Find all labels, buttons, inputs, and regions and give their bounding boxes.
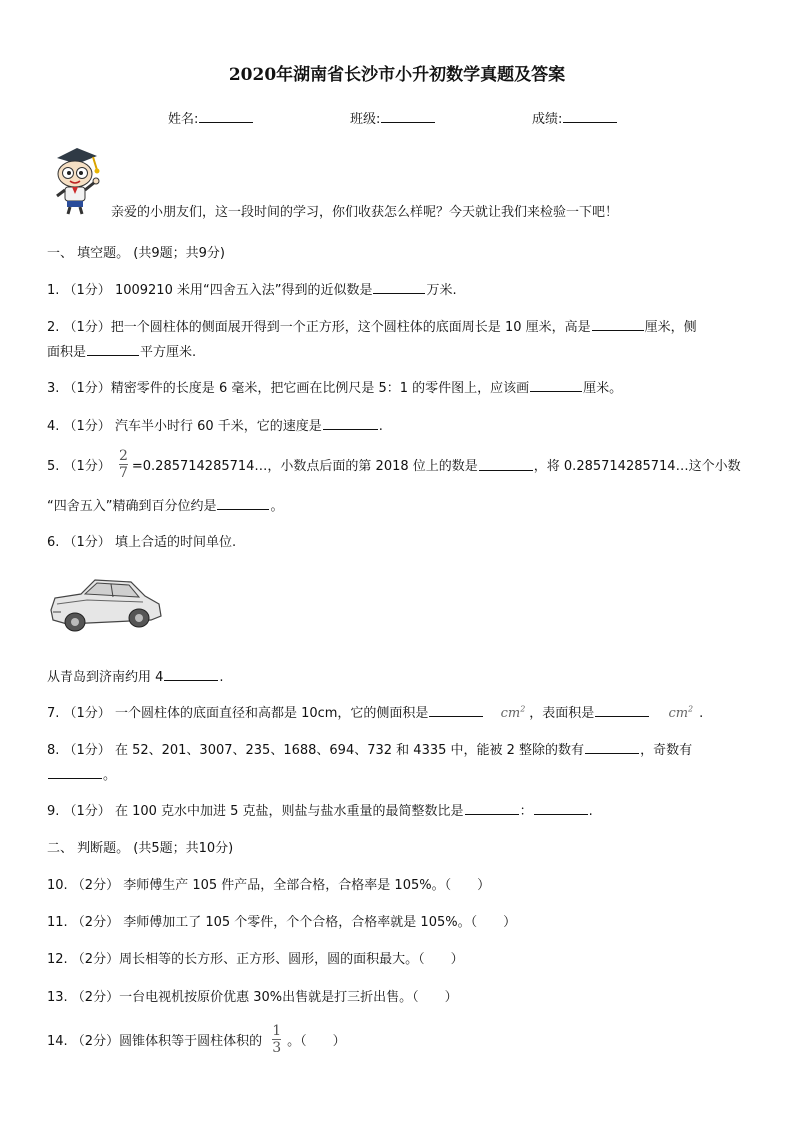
q9-blank-1[interactable] (465, 802, 519, 815)
intro-text: 亲爱的小朋友们，这一段时间的学习，你们收获怎么样呢？今天就让我们来检验一下吧！ (111, 205, 619, 220)
question-3 (47, 377, 622, 396)
q5-text-4: “四舍五入”精确到百分位约是 (47, 499, 217, 514)
section-2-heading: 二、 判断题。 (共5题；共10分) (47, 841, 234, 856)
q14-text: 14. （2分）圆锥体积等于圆柱体积的 (47, 1034, 263, 1049)
question-6-answer-line (47, 666, 224, 685)
q8-blank-even[interactable] (585, 741, 639, 754)
q2-blank-area[interactable] (87, 343, 139, 356)
question-5-line-2 (47, 495, 284, 514)
question-10: 10. （2分） 李师傅生产 105 件产品，全部合格，合格率是 105%。（ ） (47, 878, 491, 893)
q1-blank[interactable] (373, 281, 425, 294)
q6-blank[interactable] (164, 668, 218, 681)
score-blank[interactable] (563, 110, 617, 123)
unit-cm2-2 (668, 706, 693, 721)
q8-text: 8. （1分） 在 52、201、3007、235、1688、694、732 和 4335 中，能被 2 整除的数有 (47, 743, 585, 758)
q4-text: 4. （1分） 汽车半小时行 60 千米，它的速度是 (47, 419, 322, 434)
unit-exponent: 2 (688, 704, 694, 714)
name-label: 姓名: (168, 112, 199, 127)
q3-suffix: 厘米。 (583, 381, 623, 396)
question-5 (47, 449, 741, 480)
q2-suffix: 厘米，侧 (644, 320, 697, 335)
section-1-heading: 一、 填空题。 (共9题；共9分) (47, 246, 225, 261)
q5-text: 5. （1分） (47, 459, 111, 474)
fraction-1-3 (272, 1024, 281, 1055)
q7-text: 7. （1分） 一个圆柱体的底面直径和高都是 10cm，它的侧面积是 (47, 706, 429, 721)
q5-text-3: ，将 0.285714285714…这个小数 (533, 459, 741, 474)
question-2 (47, 316, 697, 335)
q2-blank-height[interactable] (592, 318, 644, 331)
q9-blank-2[interactable] (534, 802, 588, 815)
fraction-denominator: 3 (272, 1040, 282, 1056)
q2-suffix-2: 平方厘米. (140, 345, 197, 360)
q1-suffix: 万米. (426, 283, 457, 298)
name-blank[interactable] (199, 110, 253, 123)
q7-suffix: . (699, 706, 704, 721)
car-illustration (47, 574, 165, 636)
q4-blank[interactable] (323, 417, 378, 430)
q5-blank-round[interactable] (217, 497, 269, 510)
class-label: 班级: (350, 112, 381, 127)
question-13: 13. （2分）一台电视机按原价优惠 30%出售就是打三折出售。（ ） (47, 990, 458, 1005)
q6-text: 从青岛到济南约用 4 (47, 670, 164, 685)
question-2-line-2 (47, 341, 196, 360)
q14-suffix: 。（ ） (287, 1034, 346, 1049)
question-1 (47, 279, 457, 298)
question-8-line-2 (47, 764, 116, 783)
unit-exponent: 2 (520, 704, 526, 714)
fraction-numerator: 1 (272, 1023, 282, 1039)
q5-text-2: =0.285714285714…，小数点后面的第 2018 位上的数是 (131, 459, 478, 474)
q7-blank-surface[interactable] (595, 704, 649, 717)
unit-cm2-1 (501, 706, 526, 721)
q1-text: 1. （1分） 1009210 米用“四舍五入法”得到的近似数是 (47, 283, 373, 298)
q5-suffix: 。 (270, 499, 284, 514)
q4-suffix: . (378, 419, 383, 434)
fraction-numerator: 2 (118, 448, 128, 464)
q6-suffix: . (219, 670, 224, 685)
question-12: 12. （2分）周长相等的长方形、正方形、圆形，圆的面积最大。（ ） (47, 952, 464, 967)
score-label: 成绩: (532, 112, 563, 127)
question-7 (47, 702, 703, 721)
q9-colon: ： (519, 804, 533, 819)
question-9 (47, 800, 593, 819)
fraction-denominator: 7 (118, 465, 128, 481)
q8-suffix: 。 (103, 768, 117, 783)
q8-text-2: ，奇数有 (640, 743, 693, 758)
q7-blank-lateral[interactable] (429, 704, 483, 717)
fraction-2-7 (119, 449, 128, 480)
class-field (350, 108, 436, 127)
q5-blank-digit[interactable] (479, 458, 533, 471)
question-11: 11. （2分） 李师傅加工了 105 个零件，个个合格，合格率就是 105%。（ ） (47, 915, 517, 930)
question-8 (47, 739, 692, 758)
q9-text: 9. （1分） 在 100 克水中加进 5 克盐，则盐与盐水重量的最简整数比是 (47, 804, 464, 819)
name-field (168, 108, 254, 127)
question-14 (47, 1024, 346, 1055)
unit-cm-text: cm (500, 706, 521, 721)
q8-blank-odd[interactable] (48, 766, 102, 779)
question-4 (47, 415, 383, 434)
unit-cm-text: cm (668, 706, 689, 721)
score-field (532, 108, 618, 127)
class-blank[interactable] (381, 110, 435, 123)
question-6: 6. （1分） 填上合适的时间单位. (47, 535, 237, 550)
page-title: 2020年湖南省长沙市小升初数学真题及答案 (228, 65, 566, 85)
q2-text: 2. （1分）把一个圆柱体的侧面展开得到一个正方形，这个圆柱体的底面周长是 10 厘米，高是 (47, 320, 591, 335)
q3-blank[interactable] (530, 379, 582, 392)
q9-suffix: . (588, 804, 593, 819)
q7-text-2: ，表面积是 (529, 706, 595, 721)
q3-text: 3. （1分）精密零件的长度是 6 毫米，把它画在比例尺是 5：1 的零件图上，应该画 (47, 381, 530, 396)
q2-text-2: 面积是 (47, 345, 87, 360)
mascot-illustration (45, 146, 107, 216)
